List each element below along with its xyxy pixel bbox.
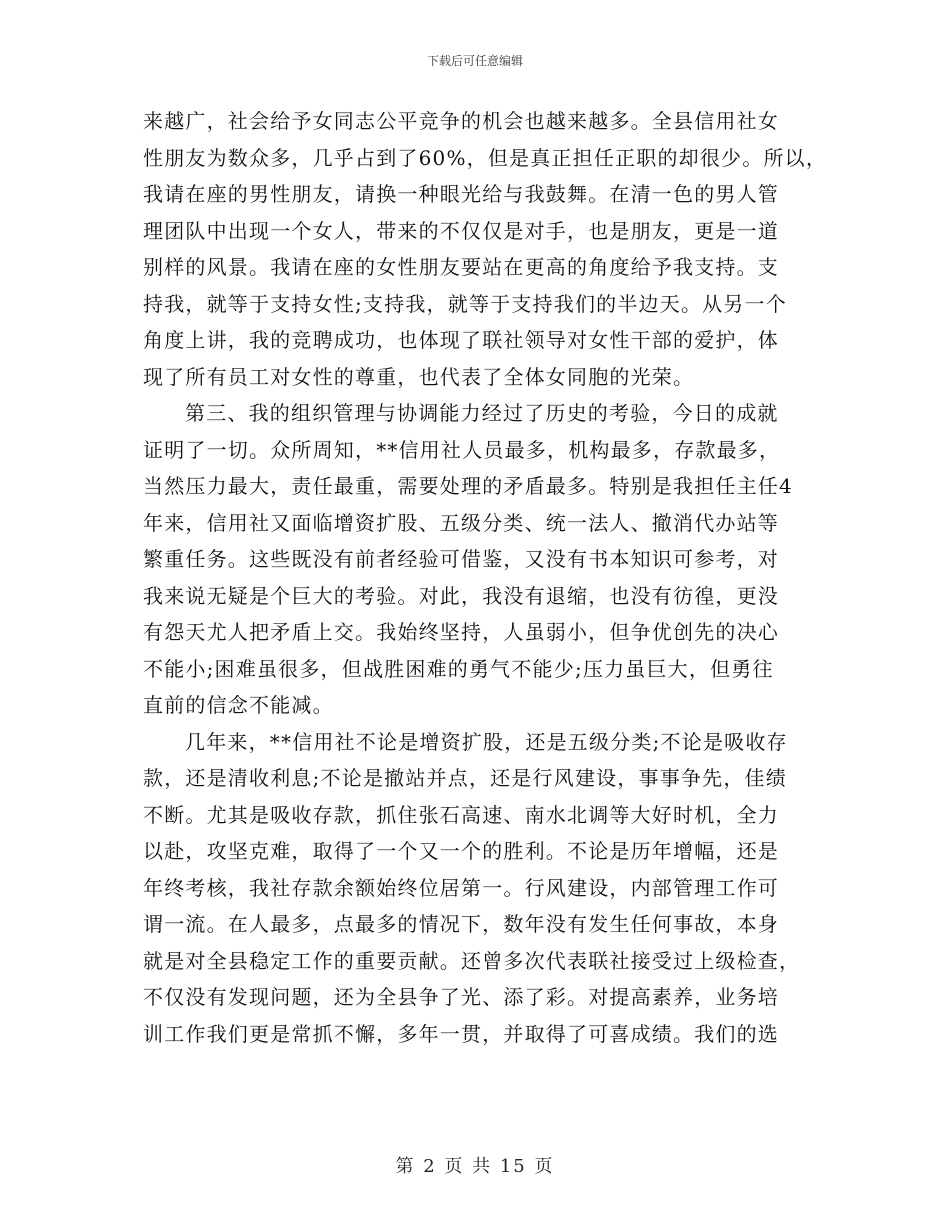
text-line: 有怨天尤人把矛盾上交。我始终坚持，人虽弱小，但争优创先的决心 — [143, 620, 779, 644]
page-header: 下载后可任意编辑 — [426, 54, 523, 68]
text-line: 直前的信念不能减。 — [143, 693, 334, 717]
text-line: 以赴，攻坚克难，取得了一个又一个的胜利。不论是历年增幅，还是 — [143, 839, 779, 863]
text-line: 款，还是清收利息;不论是撤站并点，还是行风建设，事事争先，佳绩 — [143, 766, 787, 790]
text-line: 繁重任务。这些既没有前者经验可借鉴，又没有书本知识可参考，对 — [143, 547, 779, 571]
text-line: 角度上讲，我的竞聘成功，也体现了联社领导对女性干部的爱护，体 — [143, 328, 779, 352]
text-line: 训工作我们更是常抓不懈，多年一贯，并取得了可喜成绩。我们的选 — [143, 1021, 779, 1046]
text-line: 谓一流。在人最多，点最多的情况下，数年没有发生任何事故，本身 — [143, 912, 779, 936]
text-line: 理团队中出现一个女人，带来的不仅仅是对手，也是朋友，更是一道 — [143, 218, 779, 243]
text-line: 年终考核，我社存款余额始终位居第一。行风建设，内部管理工作可 — [143, 875, 779, 900]
text-line: 不断。尤其是吸收存款，抓住张石高速、南水北调等大好时机，全力 — [143, 802, 779, 827]
text-line: 第三、我的组织管理与协调能力经过了历史的考验，今日的成就 — [185, 401, 779, 425]
text-line: 持我，就等于支持女性;支持我，就等于支持我们的半边天。从另一个 — [143, 291, 787, 316]
text-line: 几年来，**信用社不论是增资扩股，还是五级分类;不论是吸收存 — [185, 729, 788, 754]
text-line: 来越广，社会给予女同志公平竞争的机会也越来越多。全县信用社女 — [143, 109, 779, 133]
text-line: 我来说无疑是个巨大的考验。对此，我没有退缩，也没有彷徨，更没 — [143, 583, 779, 608]
text-line: 不能小;困难虽很多，但战胜困难的勇气不能少;压力虽巨大，但勇往 — [143, 656, 774, 681]
text-line: 年来，信用社又面临增资扩股、五级分类、统一法人、撤消代办站等 — [143, 510, 779, 535]
text-line: 别样的风景。我请在座的女性朋友要站在更高的角度给予我支持。支 — [143, 255, 779, 279]
page-number-footer: 第 2 页 共 15 页 — [395, 1156, 555, 1177]
text-line: 我请在座的男性朋友，请换一种眼光给与我鼓舞。在清一色的男人管 — [143, 182, 779, 206]
text-line: 证明了一切。众所周知，**信用社人员最多，机构最多，存款最多， — [143, 437, 781, 462]
text-line: 性朋友为数众多，几乎占到了60%，但是真正担任正职的却很少。所以， — [143, 145, 828, 170]
text-line: 就是对全县稳定工作的重要贡献。还曾多次代表联社接受过上级检查， — [143, 948, 801, 973]
document-body — [143, 103, 828, 1052]
text-line: 现了所有员工对女性的尊重，也代表了全体女同胞的光荣。 — [143, 364, 695, 389]
text-line: 当然压力最大，责任最重，需要处理的矛盾最多。特别是我担任主任4 — [143, 474, 793, 498]
text-line: 不仅没有发现问题，还为全县争了光、添了彩。对提高素养，业务培 — [143, 985, 779, 1009]
